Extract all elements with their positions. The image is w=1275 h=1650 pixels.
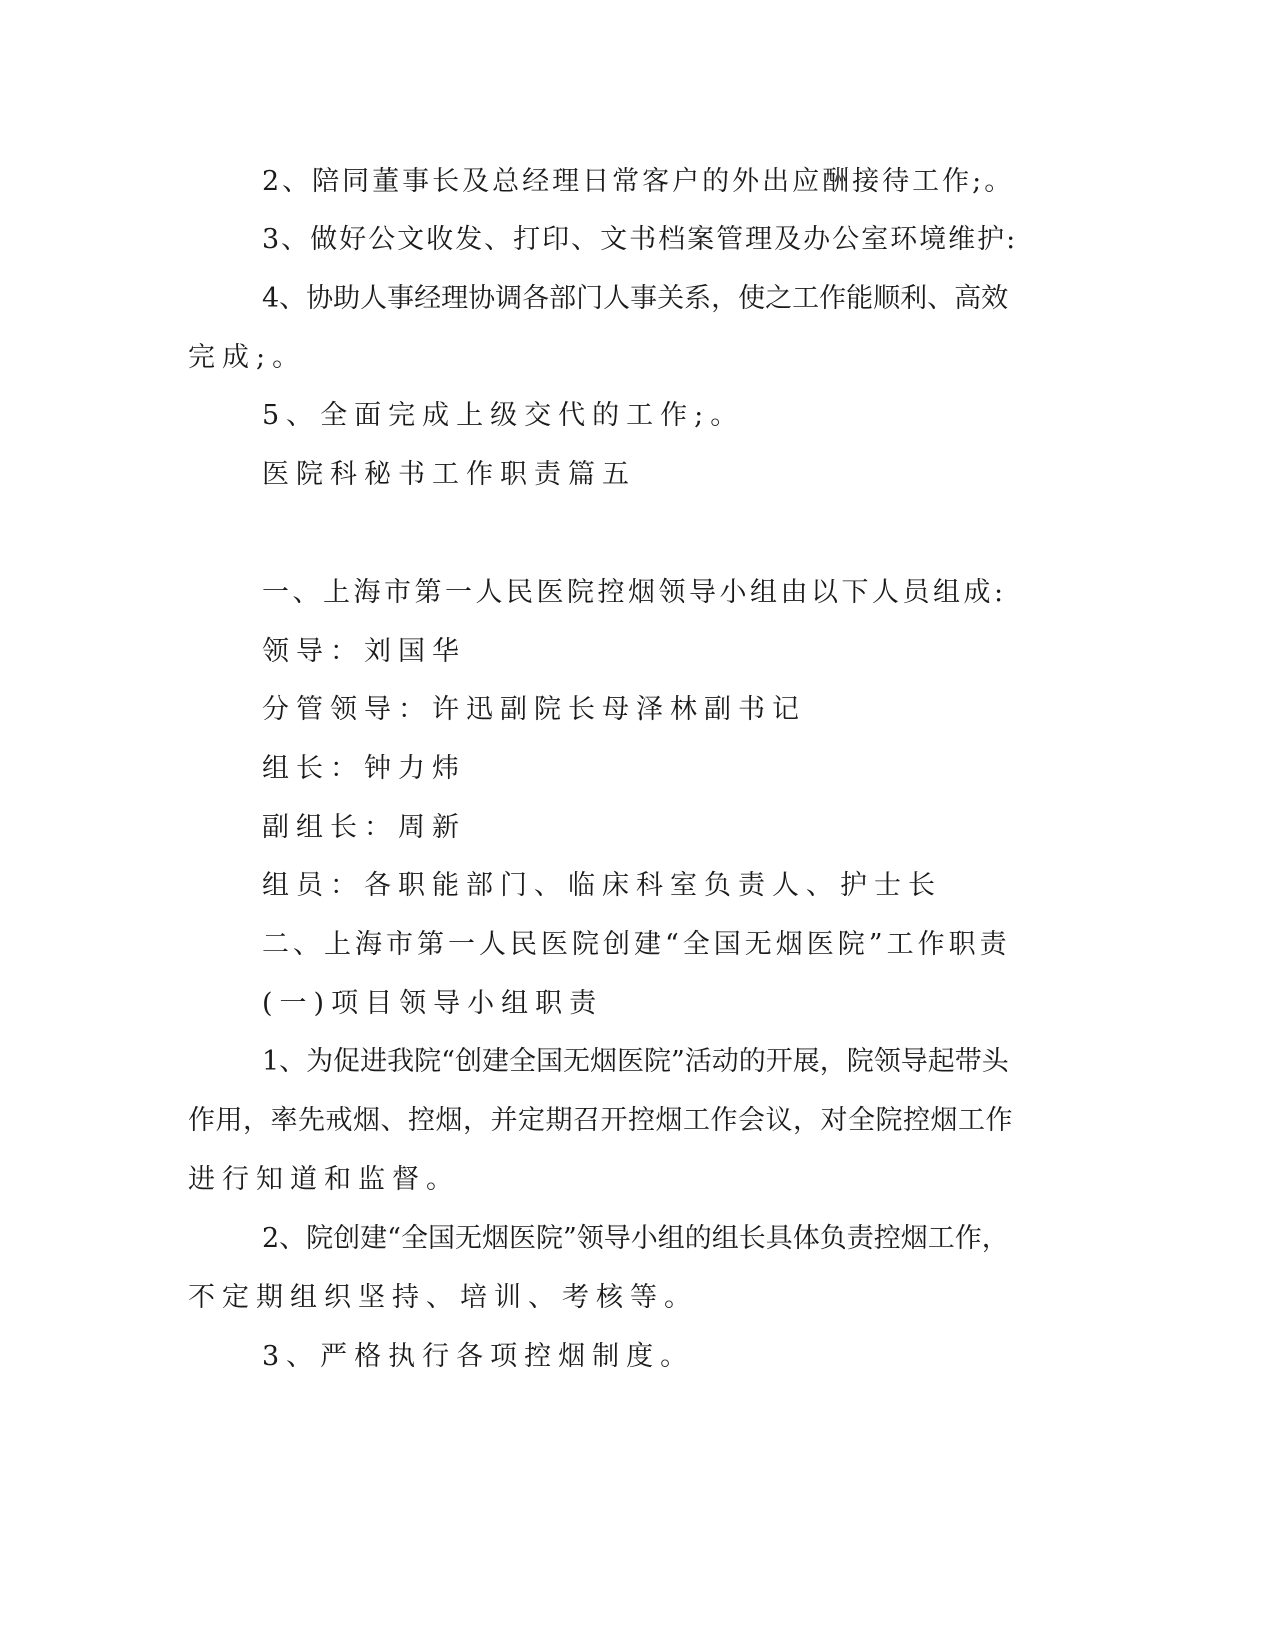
paragraph-line: 1、为促进我院“创建全国无烟医院”活动的开展，院领导起带头 xyxy=(262,1046,1009,1077)
paragraph-line: 2、院创建“全国无烟医院”领导小组的组长具体负责控烟工作， xyxy=(262,1223,1009,1254)
paragraph-line: 副组长：周新 xyxy=(262,812,466,843)
paragraph-line: 组长：钟力炜 xyxy=(262,753,466,784)
paragraph-line: 4、协助人事经理协调各部门人事关系，使之工作能顺利、高效 xyxy=(262,283,1009,314)
paragraph-line: 领导：刘国华 xyxy=(262,636,466,667)
paragraph-line: 组员：各职能部门、临床科室负责人、护士长 xyxy=(262,870,942,901)
paragraph-line: 一、上海市第一人民医院控烟领导小组由以下人员组成: xyxy=(262,577,1007,608)
paragraph-line: 3、严格执行各项控烟制度。 xyxy=(262,1341,695,1372)
paragraph-line: 3、做好公文收发、打印、文书档案管理及办公室环境维护: xyxy=(262,224,1018,255)
paragraph-line: 完成;。 xyxy=(188,342,307,373)
paragraph-line: 分管领导：许迅副院长母泽林副书记 xyxy=(262,694,806,725)
paragraph-line: 二、上海市第一人民医院创建“全国无烟医院”工作职责 xyxy=(262,929,1011,960)
paragraph-line: 5、全面完成上级交代的工作;。 xyxy=(262,400,745,431)
subsection-heading: (一)项目领导小组职责 xyxy=(262,988,604,1019)
paragraph-line: 作用，率先戒烟、控烟，并定期召开控烟工作会议，对全院控烟工作 xyxy=(188,1105,1013,1136)
section-heading: 医院科秘书工作职责篇五 xyxy=(262,459,636,490)
paragraph-line: 不定期组织坚持、培训、考核等。 xyxy=(188,1282,698,1313)
paragraph-line: 进行知道和监督。 xyxy=(188,1164,460,1195)
paragraph-line: 2、陪同董事长及总经理日常客户的外出应酬接待工作;。 xyxy=(262,166,1015,197)
